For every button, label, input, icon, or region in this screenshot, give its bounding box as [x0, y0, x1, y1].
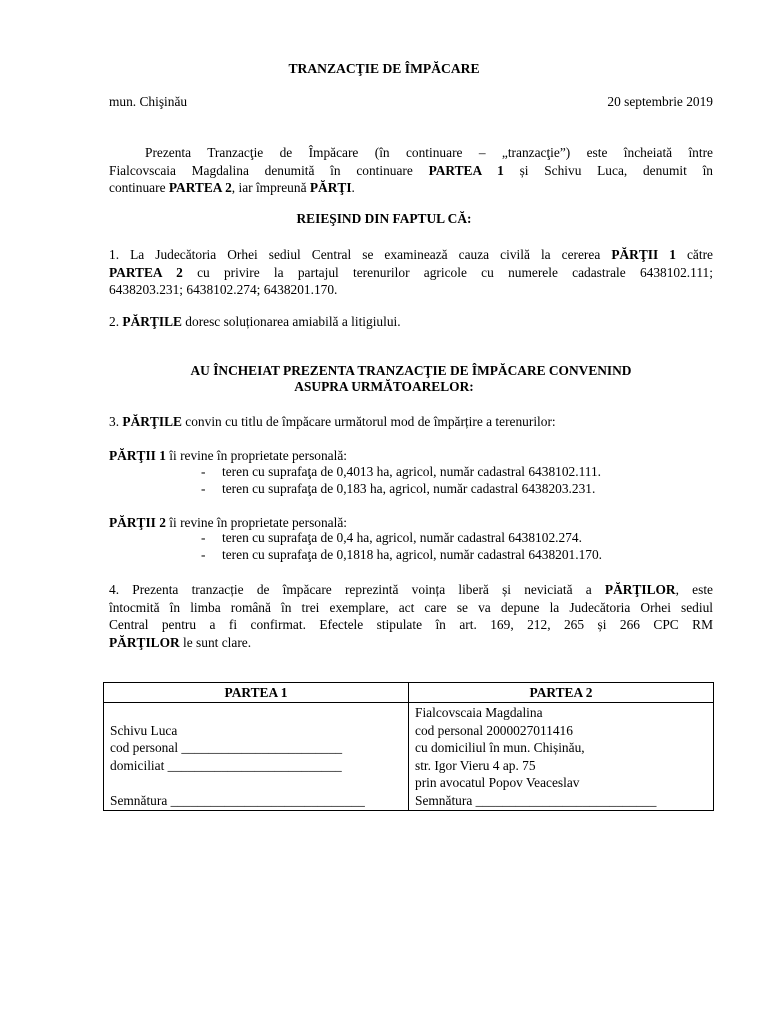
heading-au-incheiat-line-1: AU ÎNCHEIAT PREZENTA TRANZACŢIE DE ÎMPĂCARE CONVENIND: [190, 363, 632, 378]
party-1-row: [110, 704, 402, 722]
point-1-paragraph: [109, 246, 713, 299]
list-dash: -: [201, 530, 206, 545]
point-1-line-3: 6438203.231; 6438102.274; 6438201.170.: [109, 282, 338, 297]
list-dash: -: [201, 464, 206, 479]
point-1-line-1: 1. La Judecătoria Orhei sediul Central se examinează cauza civilă la cererea PĂRŢII 1 către: [109, 247, 713, 262]
signatures-body-row: [104, 703, 714, 811]
party-1-signature-line: Semnătura _____________________________: [110, 792, 365, 808]
party-2-lawyer: prin avocatul Popov Veaceslav: [415, 775, 580, 790]
point-4-line-2: întocmită în limba română în trei exemplare, act care se va depune la Judecătoria Orhei sediul: [109, 599, 713, 615]
list-dash: -: [201, 547, 206, 562]
point-4-line-4: PĂRŢILOR le sunt clare.: [109, 634, 252, 650]
party-1-share-heading: PĂRŢII 1 îi revine în proprietate personală:: [109, 448, 348, 463]
signatures-table: [103, 682, 714, 811]
party-1-header: PARTEA 1: [104, 683, 409, 703]
party-2-personal-code: cod personal 2000027011416: [415, 722, 573, 738]
heading-reiesind: REIEŞIND DIN FAPTUL CĂ:: [296, 211, 472, 226]
signatures-header-row: [104, 683, 714, 703]
party-1-land-item: teren cu suprafaţa de 0,4013 ha, agricol, număr cadastral 6438102.111.: [222, 464, 602, 479]
party-2-domicile: cu domiciliul în mun. Chișinău,: [415, 740, 585, 755]
point-4-paragraph: [109, 581, 713, 651]
intro-paragraph: [109, 144, 713, 197]
party-2-signature-cell: [409, 703, 714, 811]
party-1-signature-cell: [104, 703, 409, 811]
point-2-paragraph: 2. PĂRŢILE doresc soluționarea amiabilă a litigiului.: [109, 314, 401, 329]
point-4-line-1: 4. Prezenta tranzacție de împăcare reprezintă voința liberă și neviciată a PĂRŢILOR, este: [109, 582, 713, 597]
party-2-header: PARTEA 2: [409, 683, 714, 703]
party-1-domicile: domiciliat __________________________: [110, 757, 342, 773]
party-1-land-item: teren cu suprafaţa de 0,183 ha, agricol, număr cadastral 6438203.231.: [222, 481, 596, 496]
party-2-land-item: teren cu suprafaţa de 0,1818 ha, agricol, număr cadastral 6438201.170.: [222, 547, 603, 562]
document-date: 20 septembrie 2019: [607, 94, 713, 109]
document-city: mun. Chişinău: [109, 94, 188, 109]
point-1-line-2: PARTEA 2 cu privire la partajul terenurilor agricole cu numerele cadastrale 6438102.111;: [109, 264, 713, 280]
intro-line-3: continuare PARTEA 2, iar împreună PĂRŢI.: [109, 180, 355, 195]
list-dash: -: [201, 481, 206, 496]
party-1-row: [110, 774, 402, 792]
party-2-name: Fialcovscaia Magdalina: [415, 705, 543, 720]
intro-line-1: Prezenta Tranzacţie de Împăcare (în continuare – „tranzacţie”) este încheiată între: [145, 145, 713, 160]
party-2-address: str. Igor Vieru 4 ap. 75: [415, 757, 536, 773]
intro-line-2: Fialcovscaia Magdalina denumită în continuare PARTEA 1 și Schivu Luca, denumit în: [109, 162, 713, 178]
party-2-land-item: teren cu suprafaţa de 0,4 ha, agricol, număr cadastral 6438102.274.: [222, 530, 582, 545]
heading-au-incheiat-line-2: ASUPRA URMĂTOARELOR:: [294, 379, 474, 394]
party-2-share-heading: PĂRŢII 2 îi revine în proprietate personală:: [109, 515, 348, 530]
party-1-personal-code: cod personal ________________________: [110, 740, 343, 755]
point-3-paragraph: 3. PĂRŢILE convin cu titlu de împăcare următorul mod de împărțire a terenurilor:: [109, 414, 556, 429]
point-4-line-3: Central pentru a fi confirmat. Efectele stipulate în art. 169, 212, 265 și 266 CPC RM: [109, 617, 713, 632]
party-2-signature-line: Semnătura ___________________________: [415, 792, 657, 808]
party-1-name: Schivu Luca: [110, 722, 178, 738]
document-title: TRANZACŢIE DE ÎMPĂCARE: [288, 61, 480, 76]
